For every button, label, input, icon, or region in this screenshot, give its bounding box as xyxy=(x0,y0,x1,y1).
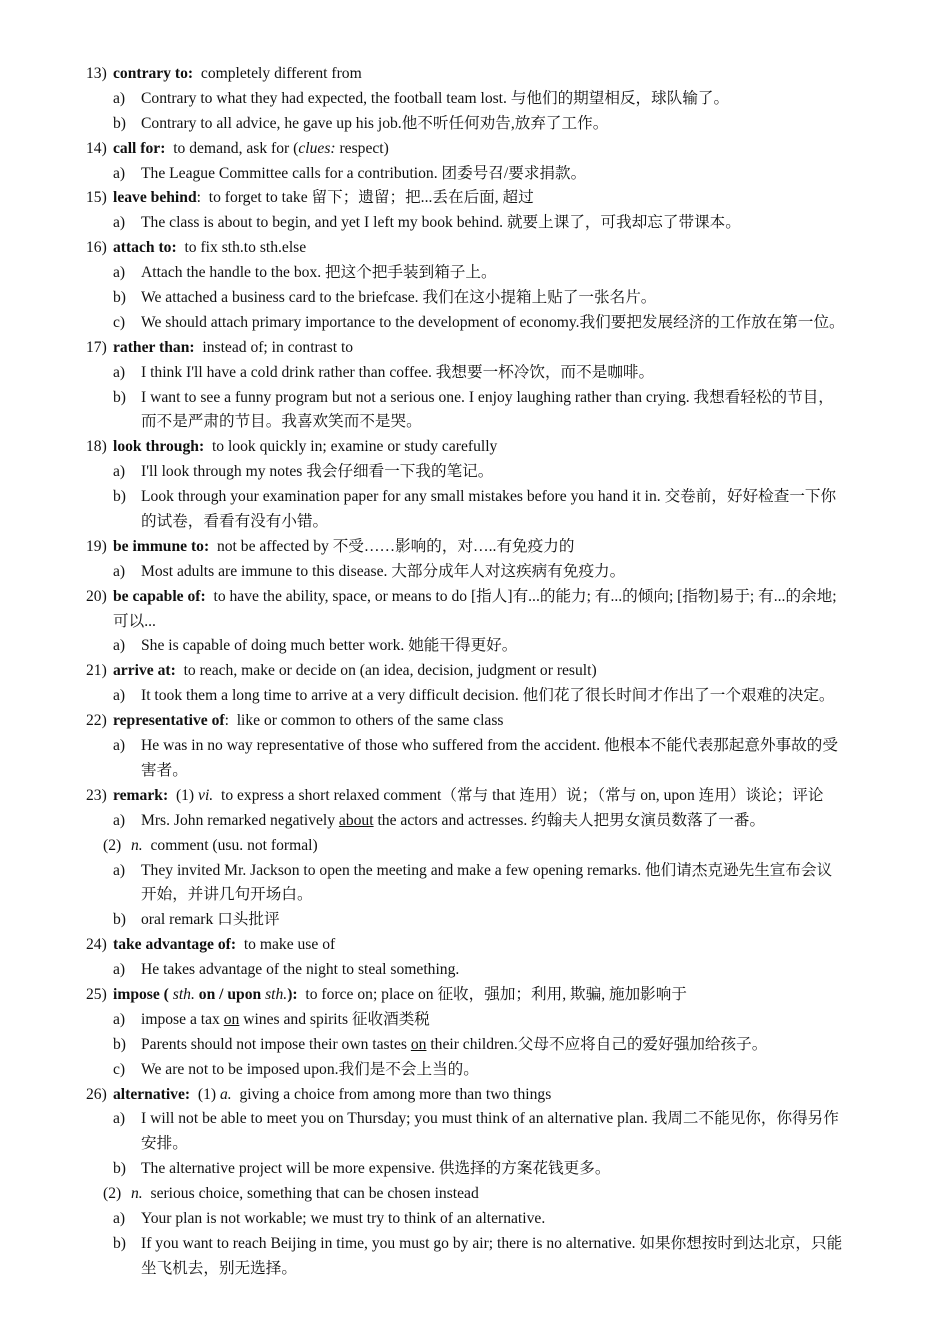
line-text xyxy=(141,809,765,834)
line-text xyxy=(141,311,845,336)
example-letter: b) xyxy=(113,114,126,132)
text-run: Contrary to all advice, he gave up his job.他不听任何劝告,放弃了工作。 xyxy=(141,114,609,132)
example-line xyxy=(0,1157,950,1182)
text-run: Look through your examination paper for any small mistakes before you hand it in. 交卷前，好好检查一下你 xyxy=(141,488,837,506)
example-letter: b) xyxy=(113,1035,126,1053)
example-letter: b) xyxy=(113,1160,126,1178)
entry-number: 22) xyxy=(86,712,107,730)
example-letter: a) xyxy=(113,264,126,282)
example-line xyxy=(0,1107,950,1132)
term-text: alternative: xyxy=(113,1085,191,1103)
text-run: to force on; place on 征收，强加；利用, 欺骗, 施加影响于 xyxy=(297,985,687,1003)
example-letter: a) xyxy=(113,562,126,580)
text-run: to make use of xyxy=(236,936,336,954)
text-run: I think I'll have a cold drink rather than coffee. 我想要一杯冷饮，而不是咖啡。 xyxy=(141,363,655,381)
line-text xyxy=(141,1132,188,1157)
line-text xyxy=(141,1157,610,1182)
italic-text: vi. xyxy=(198,786,214,804)
text-run: The League Committee calls for a contribution. 团委号召/要求捐款。 xyxy=(141,164,587,182)
term-text: rather than: xyxy=(113,338,195,356)
text-run: oral remark 口头批评 xyxy=(141,911,280,929)
italic-text: n. xyxy=(131,1185,143,1203)
line-text xyxy=(131,1182,479,1207)
entry-number: 20) xyxy=(86,587,107,605)
example-letter: c) xyxy=(113,1060,126,1078)
italic-text: clues: xyxy=(298,139,336,157)
line-text xyxy=(141,410,422,435)
line-text xyxy=(113,236,306,261)
entry-heading xyxy=(0,186,950,211)
example-letter: a) xyxy=(113,811,126,829)
line-text xyxy=(141,1033,767,1058)
line-text xyxy=(141,908,280,933)
line-text xyxy=(113,1083,551,1108)
line-text xyxy=(141,734,838,759)
line-text xyxy=(141,1207,545,1232)
text-run: (1) xyxy=(190,1085,220,1103)
text-run: to express a short relaxed comment（常与 that 连用）说；（常与 on, upon 连用）谈论；评论 xyxy=(213,786,824,804)
text-run: : like or common to others of the same class xyxy=(224,712,504,730)
example-letter: a) xyxy=(113,1110,126,1128)
line-text xyxy=(141,485,836,510)
entry-number: 21) xyxy=(86,662,107,680)
term-text: arrive at: xyxy=(113,662,176,680)
example-letter: a) xyxy=(113,463,126,481)
text-run: Mrs. John remarked negatively xyxy=(141,811,339,829)
line-text xyxy=(113,983,687,1008)
example-letter: b) xyxy=(113,911,126,929)
italic-text: sth. xyxy=(172,985,195,1003)
term-text: attach to: xyxy=(113,239,177,257)
line-text xyxy=(141,1232,842,1257)
text-run: 而不是严肃的节目。我喜欢笑而不是哭。 xyxy=(141,413,422,431)
example-letter: a) xyxy=(113,363,126,381)
term-text: contrary to: xyxy=(113,65,194,82)
example-line xyxy=(0,634,950,659)
entry-heading xyxy=(0,784,950,809)
example-letter: a) xyxy=(113,687,126,705)
entry-heading xyxy=(0,236,950,261)
text-run: I will not be able to meet you on Thursday; you must think of an alternative plan. 我周二不能见你，你得另作 xyxy=(141,1110,839,1128)
line-text xyxy=(113,435,497,460)
example-line xyxy=(0,1058,950,1083)
continuation-line xyxy=(0,759,950,784)
entry-heading xyxy=(0,659,950,684)
line-text xyxy=(113,186,534,211)
example-line xyxy=(0,1207,950,1232)
entry-number: 26) xyxy=(86,1085,107,1103)
entry-number: 25) xyxy=(86,985,107,1003)
example-line xyxy=(0,958,950,983)
line-text xyxy=(113,784,823,809)
sense-heading xyxy=(0,1182,950,1207)
document-page xyxy=(0,62,950,1282)
line-text xyxy=(113,137,389,162)
example-letter: a) xyxy=(113,1010,126,1028)
continuation-line xyxy=(0,510,950,535)
text-run: (1) xyxy=(168,786,199,804)
text-run: It took them a long time to arrive at a very difficult decision. 他们花了很长时间才作出了一个艰难的决定。 xyxy=(141,687,835,705)
example-letter: a) xyxy=(113,737,126,755)
example-line xyxy=(0,908,950,933)
term-text: take advantage of: xyxy=(113,936,237,954)
sense-number: (2) xyxy=(103,1185,122,1203)
example-letter: a) xyxy=(113,214,126,232)
line-text xyxy=(141,859,832,884)
text-run: giving a choice from among more than two things xyxy=(231,1085,552,1103)
text-run: 可以... xyxy=(113,612,156,630)
text-run: Most adults are immune to this disease. 大部分成年人对这疾病有免疫力。 xyxy=(141,562,626,580)
line-text xyxy=(113,659,597,684)
term-text: look through: xyxy=(113,438,205,456)
term-text: leave behind xyxy=(113,189,197,207)
example-letter: c) xyxy=(113,313,126,331)
term-text: be capable of: xyxy=(113,587,206,605)
example-letter: a) xyxy=(113,89,126,107)
entry-number: 23) xyxy=(86,786,107,804)
continuation-line xyxy=(0,1132,950,1157)
text-run: We are not to be imposed upon.我们是不会上当的。 xyxy=(141,1060,479,1078)
example-letter: b) xyxy=(113,488,126,506)
line-text xyxy=(113,535,574,560)
line-text xyxy=(113,610,156,635)
example-letter: b) xyxy=(113,289,126,307)
line-text xyxy=(141,386,834,411)
text-run: completely different from xyxy=(193,65,362,82)
line-text xyxy=(141,1058,479,1083)
entry-heading xyxy=(0,435,950,460)
text-run: Your plan is not workable; we must try to think of an alternative. xyxy=(141,1209,546,1227)
text-run: 安排。 xyxy=(141,1135,188,1153)
example-line xyxy=(0,386,950,411)
underlined-text: on xyxy=(410,1035,427,1053)
text-run: I want to see a funny program but not a serious one. I enjoy laughing rather than crying. 我想看轻松的节目， xyxy=(141,388,834,406)
italic-text: sth. xyxy=(265,985,288,1003)
continuation-line xyxy=(0,410,950,435)
term-text: on / upon xyxy=(194,985,266,1003)
text-run: : to forget to take 留下；遗留；把...丢在后面, 超过 xyxy=(196,189,534,207)
entry-heading xyxy=(0,535,950,560)
line-text xyxy=(141,460,493,485)
example-line xyxy=(0,859,950,884)
term-text: representative of xyxy=(113,712,225,730)
sense-heading xyxy=(0,834,950,859)
example-line xyxy=(0,809,950,834)
term-text: ): xyxy=(287,985,298,1003)
example-line xyxy=(0,1033,950,1058)
text-run: to reach, make or decide on (an idea, decision, judgment or result) xyxy=(175,662,597,680)
line-text xyxy=(113,336,353,361)
text-run: Attach the handle to the box. 把这个把手装到箱子上。 xyxy=(141,264,497,282)
entry-number: 17) xyxy=(86,338,107,356)
entry-number: 19) xyxy=(86,537,107,555)
example-line xyxy=(0,734,950,759)
line-text xyxy=(141,261,497,286)
underlined-text: on xyxy=(223,1010,240,1028)
line-text xyxy=(141,361,654,386)
entry-heading xyxy=(0,62,950,87)
entry-heading xyxy=(0,137,950,162)
example-letter: a) xyxy=(113,861,126,879)
entry-number: 24) xyxy=(86,936,107,954)
text-run: to demand, ask for ( xyxy=(165,139,299,157)
entry-number: 13) xyxy=(86,65,107,82)
text-run: Contrary to what they had expected, the football team lost. 与他们的期望相反，球队输了。 xyxy=(141,89,730,107)
text-run: The class is about to begin, and yet I left my book behind. 就要上课了，可我却忘了带课本。 xyxy=(141,214,741,232)
term-text: remark: xyxy=(113,786,169,804)
line-text xyxy=(131,834,318,859)
text-run: 害者。 xyxy=(141,761,188,779)
text-run: He was in no way representative of those who suffered from the accident. 他根本不能代表那起意外事故的受 xyxy=(141,737,838,755)
sense-number: (2) xyxy=(103,836,122,854)
text-run: The alternative project will be more expensive. 供选择的方案花钱更多。 xyxy=(141,1160,611,1178)
text-run: 坐飞机去，别无选择。 xyxy=(141,1259,297,1277)
example-letter: a) xyxy=(113,1209,126,1227)
entry-number: 16) xyxy=(86,239,107,257)
example-line xyxy=(0,684,950,709)
text-run: respect) xyxy=(335,139,389,157)
example-line xyxy=(0,211,950,236)
example-letter: a) xyxy=(113,164,126,182)
example-line xyxy=(0,485,950,510)
example-line xyxy=(0,460,950,485)
text-run: to look quickly in; examine or study carefully xyxy=(204,438,498,456)
term-text: be immune to: xyxy=(113,537,210,555)
line-text xyxy=(141,1008,430,1033)
text-run: 开始，并讲几句开场白。 xyxy=(141,886,313,904)
line-text xyxy=(141,1257,297,1282)
example-letter: b) xyxy=(113,388,126,406)
entry-heading xyxy=(0,933,950,958)
example-letter: a) xyxy=(113,961,126,979)
continuation-line xyxy=(0,610,950,635)
example-letter: a) xyxy=(113,637,126,655)
line-text xyxy=(141,510,328,535)
italic-text: n. xyxy=(131,836,143,854)
text-run: serious choice, something that can be chosen instead xyxy=(142,1185,479,1203)
example-line xyxy=(0,1008,950,1033)
entry-number: 18) xyxy=(86,438,107,456)
entry-heading xyxy=(0,1083,950,1108)
entry-number: 14) xyxy=(86,139,107,157)
line-text xyxy=(141,634,517,659)
term-text: impose ( xyxy=(113,985,173,1003)
line-text xyxy=(141,286,656,311)
term-text: call for: xyxy=(113,139,166,157)
example-line xyxy=(0,286,950,311)
example-line xyxy=(0,112,950,137)
underlined-text: about xyxy=(338,811,374,829)
text-run: I'll look through my notes 我会仔细看一下我的笔记。 xyxy=(141,463,494,481)
example-line xyxy=(0,1232,950,1257)
text-run: impose a tax xyxy=(141,1010,224,1028)
line-text xyxy=(141,112,608,137)
text-run: their children.父母不应将自己的爱好强加给孩子。 xyxy=(426,1035,768,1053)
text-run: wines and spirits 征收酒类税 xyxy=(239,1010,430,1028)
text-run: We should attach primary importance to the development of economy.我们要把发展经济的工作放在第一位。 xyxy=(141,313,845,331)
continuation-line xyxy=(0,1257,950,1282)
text-run: We attached a business card to the briefcase. 我们在这小提箱上贴了一张名片。 xyxy=(141,289,657,307)
text-run: not be affected by 不受……影响的，对…..有免疫力的 xyxy=(209,537,575,555)
entry-heading xyxy=(0,983,950,1008)
example-line xyxy=(0,261,950,286)
entry-heading xyxy=(0,585,950,610)
line-text xyxy=(141,1107,839,1132)
entry-number: 15) xyxy=(86,189,107,207)
example-line xyxy=(0,311,950,336)
line-text xyxy=(141,883,313,908)
text-run: to fix sth.to sth.else xyxy=(176,239,307,257)
example-line xyxy=(0,162,950,187)
text-run: the actors and actresses. 约翰夫人把男女演员数落了一番。 xyxy=(373,811,766,829)
text-run: 的试卷，看看有没有小错。 xyxy=(141,513,329,531)
text-run: She is capable of doing much better work. 她能干得更好。 xyxy=(141,637,518,655)
italic-text: a. xyxy=(219,1085,232,1103)
line-text xyxy=(141,759,188,784)
entry-heading xyxy=(0,336,950,361)
example-line xyxy=(0,87,950,112)
entry-heading xyxy=(0,709,950,734)
line-text xyxy=(141,87,729,112)
text-run: Parents should not impose their own tastes xyxy=(141,1035,411,1053)
example-line xyxy=(0,560,950,585)
text-run: They invited Mr. Jackson to open the meeting and make a few opening remarks. 他们请杰克逊先生宣布会议 xyxy=(141,861,833,879)
text-run: If you want to reach Beijing in time, you must go by air; there is no alternative. 如果你想按时到达北京，只能 xyxy=(141,1234,843,1252)
line-text xyxy=(141,958,459,983)
line-text xyxy=(113,933,335,958)
line-text xyxy=(113,62,362,87)
line-text xyxy=(113,709,503,734)
text-run: instead of; in contrast to xyxy=(194,338,354,356)
line-text xyxy=(141,211,741,236)
continuation-line xyxy=(0,883,950,908)
text-run: He takes advantage of the night to steal something. xyxy=(141,961,460,979)
line-text xyxy=(141,684,835,709)
text-run: comment (usu. not formal) xyxy=(142,836,318,854)
line-text xyxy=(141,162,586,187)
line-text xyxy=(141,560,625,585)
text-run: to have the ability, space, or means to do [指人]有...的能力; 有...的倾向; [指物]易于; 有...的余地; xyxy=(205,587,837,605)
example-letter: b) xyxy=(113,1234,126,1252)
line-text xyxy=(113,585,837,610)
example-line xyxy=(0,361,950,386)
